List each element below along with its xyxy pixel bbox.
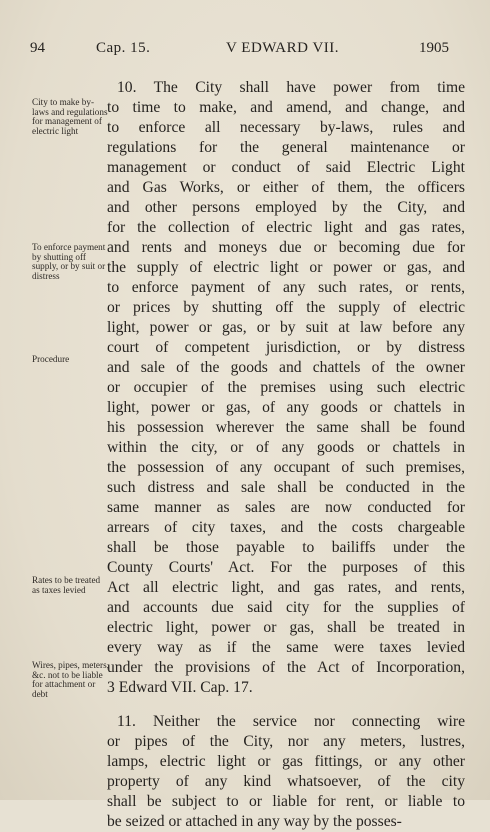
text-line: within the city, or of any goods or chattels in: [107, 439, 465, 456]
text-line: same manner as sales are now conducted for: [107, 499, 465, 516]
text-line: for the collection of electric light and gas rates,: [107, 219, 465, 236]
margin-note-enforce-payment: To enforce payment by shutting off supply, or by suit or distress: [32, 242, 106, 281]
text-line: regulations for the general maintenance or: [107, 139, 465, 156]
text-line: light, power or gas, of any goods or chattels in: [107, 399, 465, 416]
page-number: 94: [30, 40, 45, 56]
text-line: and sale of the goods and chattels of the owner: [107, 359, 465, 376]
year-label: 1905: [419, 40, 449, 56]
running-header: [0, 40, 490, 60]
text-line: court of competent jurisdiction, or by distress: [107, 339, 465, 356]
text-line: shall be subject to or liable for rent, or liable to: [107, 793, 465, 810]
text-line: County Courts' Act. For the purposes of this: [107, 559, 465, 576]
margin-note-wires-pipes: Wires, pipes, meters, &c. not to be liable for attachment or debt: [32, 660, 109, 699]
text-line: to enforce all necessary by-laws, rules and: [107, 119, 465, 136]
text-line: such distress and sale shall be conducted in the: [107, 479, 465, 496]
reign-label: V EDWARD VII.: [226, 40, 340, 56]
text-line: to time to make, and amend, and change, and: [107, 99, 465, 116]
text-line: the possession of any occupant of such premises,: [107, 459, 465, 476]
text-line: the supply of electric light or power or gas, and: [107, 259, 465, 276]
text-line: property of any kind whatsoever, of the city: [107, 773, 465, 790]
section-11-line: 11. Neither the service nor connecting wire: [117, 713, 465, 730]
text-line: 3 Edward VII. Cap. 17.: [107, 679, 253, 696]
text-line: electric light, power or gas, shall be treated in: [107, 619, 465, 636]
text-line: and other persons employed by the City, and: [107, 199, 465, 216]
text-line: or prices by shutting off the supply of electric: [107, 299, 465, 316]
chapter-label: Cap. 15.: [96, 40, 151, 56]
text-line: his possession wherever the same shall be found: [107, 419, 465, 436]
margin-note-bylaws: City to make by-laws and regulations for management of electric light: [32, 97, 108, 136]
text-line: under the provisions of the Act of Incorporation,: [107, 659, 465, 676]
text-line: light, power or gas, or by suit at law before any: [107, 319, 465, 336]
margin-note-procedure: Procedure: [32, 354, 70, 364]
text-line: Act all electric light, and gas rates, and rents,: [107, 579, 465, 596]
text-line: arrears of city taxes, and the costs chargeable: [107, 519, 465, 536]
text-line: to enforce payment of any such rates, or rents,: [107, 279, 465, 296]
text-line: be seized or attached in any way by the posses-: [107, 813, 402, 830]
margin-note-rates-taxes: Rates to be treated as taxes levied: [32, 575, 101, 595]
text-line: every way as if the same were taxes levied: [107, 639, 465, 656]
text-line: and accounts due said city for the supplies of: [107, 599, 465, 616]
text-line: shall be those payable to bailiffs under the: [107, 539, 465, 556]
text-line: or pipes of the City, nor any meters, lustres,: [107, 733, 465, 750]
text-line: management or conduct of said Electric Light: [107, 159, 465, 176]
text-line: lamps, electric light or gas fittings, or any other: [107, 753, 465, 770]
section-10-line: 10. The City shall have power from time: [117, 79, 465, 96]
text-line: and rents and moneys due or becoming due for: [107, 239, 465, 256]
text-line: or occupier of the premises using such electric: [107, 379, 465, 396]
text-line: and Gas Works, or either of them, the officers: [107, 179, 465, 196]
